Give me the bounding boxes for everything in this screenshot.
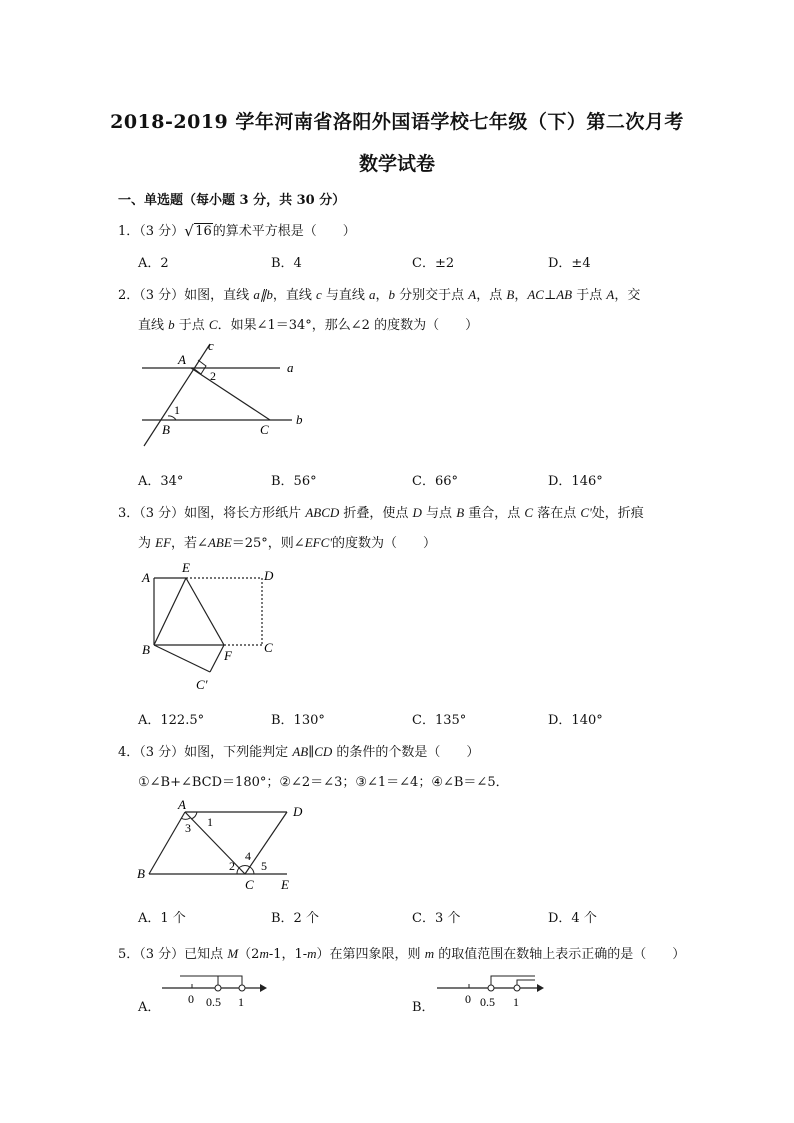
question-3-stem-line2: 为 EF，若∠ABE＝25°，则∠EFC'的度数为（ ） xyxy=(138,535,437,551)
label-angle-4: 4 xyxy=(245,849,251,863)
sqrt-symbol: √ 16 xyxy=(184,222,212,240)
q4-figure xyxy=(135,798,315,893)
q1-option-d[interactable]: D．±4 xyxy=(548,256,591,271)
label-c: c xyxy=(208,338,214,353)
label-angle-5: 5 xyxy=(261,859,267,873)
axis-label-0-5: 0.5 xyxy=(480,995,495,1009)
q3-option-d[interactable]: D．140° xyxy=(548,713,603,728)
label-B: B xyxy=(137,866,145,881)
label-b: b xyxy=(296,412,303,427)
q3-option-c[interactable]: C．135° xyxy=(412,713,467,728)
label-D: D xyxy=(264,568,274,583)
q4-option-c[interactable]: C．3 个 xyxy=(412,911,461,926)
label-angle-2: 2 xyxy=(210,369,216,383)
question-2-stem-line1: 2．（3 分）如图，直线 a∥b，直线 c 与直线 a，b 分别交于点 A，点 B，AC⊥AB 于点 A，交 xyxy=(118,287,641,303)
label-C-prime: C' xyxy=(196,677,208,692)
label-D: D xyxy=(293,804,303,819)
question-4-stem-line1: 4．（3 分）如图，下列能判定 AB∥CD 的条件的个数是（ ） xyxy=(118,744,480,760)
label-A: A xyxy=(142,570,150,585)
q3-figure xyxy=(138,560,288,695)
label-a: a xyxy=(287,360,294,375)
label-angle-1: 1 xyxy=(174,403,180,417)
axis-label-0-5: 0.5 xyxy=(206,995,221,1009)
question-5-stem: 5．（3 分）已知点 M（2m-1，1-m）在第四象限，则 m 的取值范围在数轴上表示正确的是（ ） xyxy=(118,946,686,962)
page-title: 2018-2019 学年河南省洛阳外国语学校七年级（下）第二次月考 xyxy=(110,111,684,133)
question-1-stem: 1．（3 分） √ 16的算术平方根是（ ） xyxy=(118,222,356,240)
question-4-stem-line2: ①∠B+∠BCD＝180°；②∠2＝∠3；③∠1＝∠4；④∠B＝∠5． xyxy=(138,775,509,790)
q2-option-b[interactable]: B．56° xyxy=(271,474,317,489)
q3-option-a[interactable]: A．122.5° xyxy=(138,713,205,728)
q5-number-line-a xyxy=(160,970,270,1010)
axis-label-0: 0 xyxy=(465,992,471,1006)
page-subtitle: 数学试卷 xyxy=(358,153,435,175)
q1-option-a[interactable]: A．2 xyxy=(138,256,169,271)
q4-option-b[interactable]: B．2 个 xyxy=(271,911,319,926)
q5-number-line-b xyxy=(435,970,550,1010)
label-A: A xyxy=(178,352,186,367)
q5-option-b[interactable]: B． xyxy=(412,1000,435,1015)
label-B: B xyxy=(142,642,150,657)
label-B: B xyxy=(162,422,170,437)
label-angle-1: 1 xyxy=(207,815,213,829)
axis-label-1: 1 xyxy=(238,995,244,1009)
label-A: A xyxy=(178,797,186,812)
label-angle-2: 2 xyxy=(229,859,235,873)
label-E: E xyxy=(281,877,289,892)
q4-option-d[interactable]: D．4 个 xyxy=(548,911,597,926)
q2-option-d[interactable]: D．146° xyxy=(548,474,603,489)
q5-option-a[interactable]: A． xyxy=(138,1000,161,1015)
axis-label-0: 0 xyxy=(188,992,194,1006)
question-3-stem-line1: 3．（3 分）如图，将长方形纸片 ABCD 折叠，使点 D 与点 B 重合，点 C 落在点 C'处，折痕 xyxy=(118,505,644,521)
section-heading: 一、单选题（每小题 3 分，共 30 分） xyxy=(118,193,346,208)
label-C: C xyxy=(264,640,273,655)
question-2-stem-line2: 直线 b 于点 C．如果∠1＝34°，那么∠2 的度数为（ ） xyxy=(138,317,479,333)
q3-option-b[interactable]: B．130° xyxy=(271,713,325,728)
q2-option-a[interactable]: A．34° xyxy=(138,474,184,489)
q1-option-b[interactable]: B．4 xyxy=(271,256,302,271)
q2-figure xyxy=(130,338,320,450)
label-angle-3: 3 xyxy=(185,821,191,835)
label-C: C xyxy=(260,422,269,437)
q1-option-c[interactable]: C．±2 xyxy=(412,256,455,271)
q4-option-a[interactable]: A．1 个 xyxy=(138,911,186,926)
label-C: C xyxy=(245,877,254,892)
label-F: F xyxy=(224,648,232,663)
label-E: E xyxy=(182,560,190,575)
axis-label-1: 1 xyxy=(513,995,519,1009)
q2-option-c[interactable]: C．66° xyxy=(412,474,458,489)
